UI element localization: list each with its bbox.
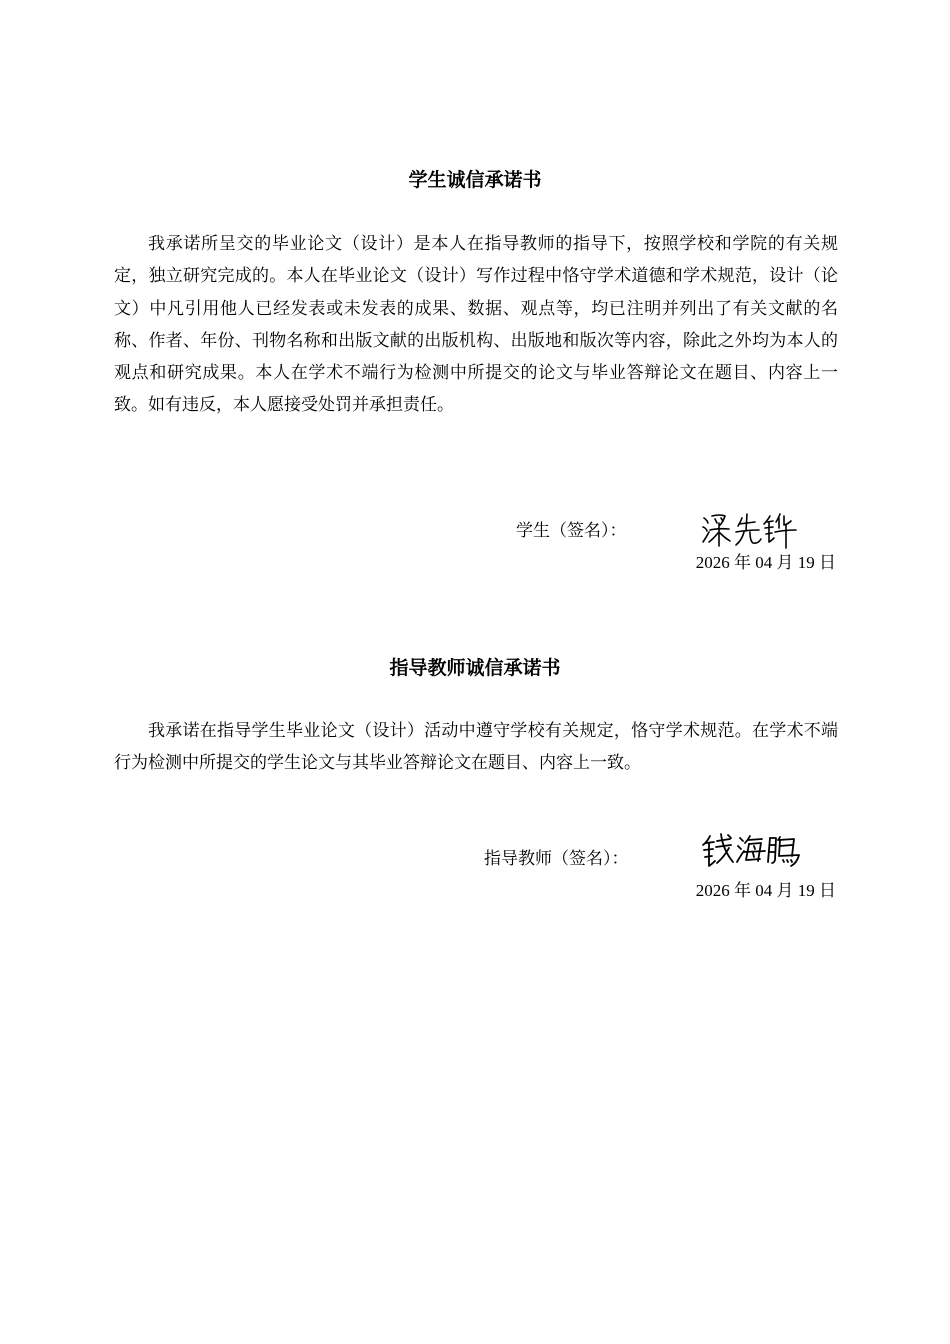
advisor-signature-date: 2026 年 04 月 19 日 <box>695 881 836 900</box>
student-signature-date: 2026 年 04 月 19 日 <box>695 553 836 572</box>
advisor-pledge-body: 我承诺在指导学生毕业论文（设计）活动中遵守学校有关规定，恪守学术规范。在学术不端行为检测中所提交的学生论文与其毕业答辩论文在题目、内容上一致。 <box>114 721 838 774</box>
advisor-handwritten-signature <box>700 830 808 876</box>
student-pledge-body: 我承诺所呈交的毕业论文（设计）是本人在指导教师的指导下，按照学校和学院的有关规定，独立研究完成的。本人在毕业论文（设计）写作过程中恪守学术道德和学术规范，设计（论文）中凡引用他人已经发表或未发表的成果、数据、观点等，均已注明并列出了有关文献的名称、作者、年份、刊物名称和出版文献的出版机构、出版地和版次等内容，除此之外均为本人的观点和研究成果。本人在学术不端行为检测中所提交的论文与毕业答辩论文在题目、内容上一致。如有违反，本人愿接受处罚并承担责任。 <box>114 234 838 416</box>
student-handwritten-signature <box>700 508 800 552</box>
student-signature-label: 学生（签名）： <box>516 521 627 541</box>
advisor-signature-label: 指导教师（签名）： <box>484 849 629 869</box>
student-pledge-title: 学生诚信承诺书 <box>408 169 542 191</box>
advisor-pledge-title: 指导教师诚信承诺书 <box>389 657 561 679</box>
